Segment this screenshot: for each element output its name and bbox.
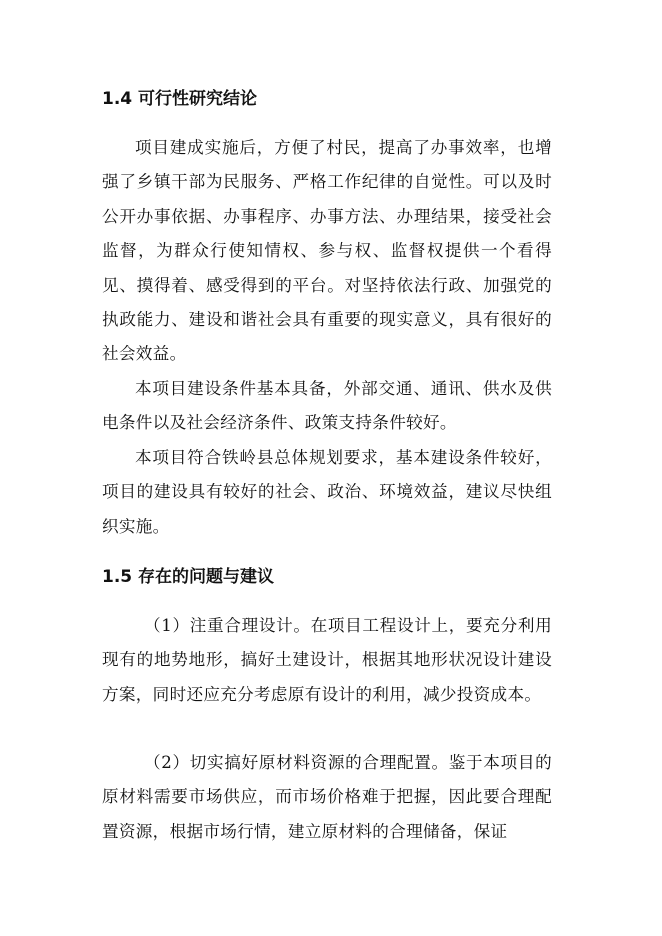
paragraph-suggestion-materials: （2）切实搞好原材料资源的合理配置。鉴于本项目的原材料需要市场供应，而市场价格难于把握，因此要合理配置资源，根据市场行情，建立原材料的合理储备，保证 — [102, 753, 552, 841]
section-heading-issues-suggestions: 1.5 存在的问题与建议 — [102, 567, 275, 587]
paragraph-construction-conditions: 本项目建设条件基本具备，外部交通、通讯、供水及供电条件以及社会经济条件、政策支持条件较好。 — [102, 379, 552, 433]
section-heading-feasibility-conclusion: 1.4 可行性研究结论 — [102, 89, 258, 109]
paragraph-project-benefits: 项目建成实施后，方便了村民，提高了办事效率，也增强了乡镇干部为民服务、严格工作纪律的自觉性。可以及时公开办事依据、办事程序、办事方法、办理结果，接受社会监督，为群众行使知情权、参与权、监督权提供一个看得见、摸得着、感受得到的平台。对坚持依法行政、加强党的执政能力、建设和谐社会具有重要的现实意义，具有很好的社会效益。 — [102, 138, 552, 364]
paragraph-suggestion-design: （1）注重合理设计。在项目工程设计上，要充分利用现有的地势地形，搞好土建设计，根据其地形状况设计建设方案，同时还应充分考虑原有设计的利用，减少投资成本。 — [102, 616, 552, 704]
paragraph-planning-compliance: 本项目符合铁岭县总体规划要求，基本建设条件较好，项目的建设具有较好的社会、政治、环境效益，建议尽快组织实施。 — [102, 448, 552, 536]
